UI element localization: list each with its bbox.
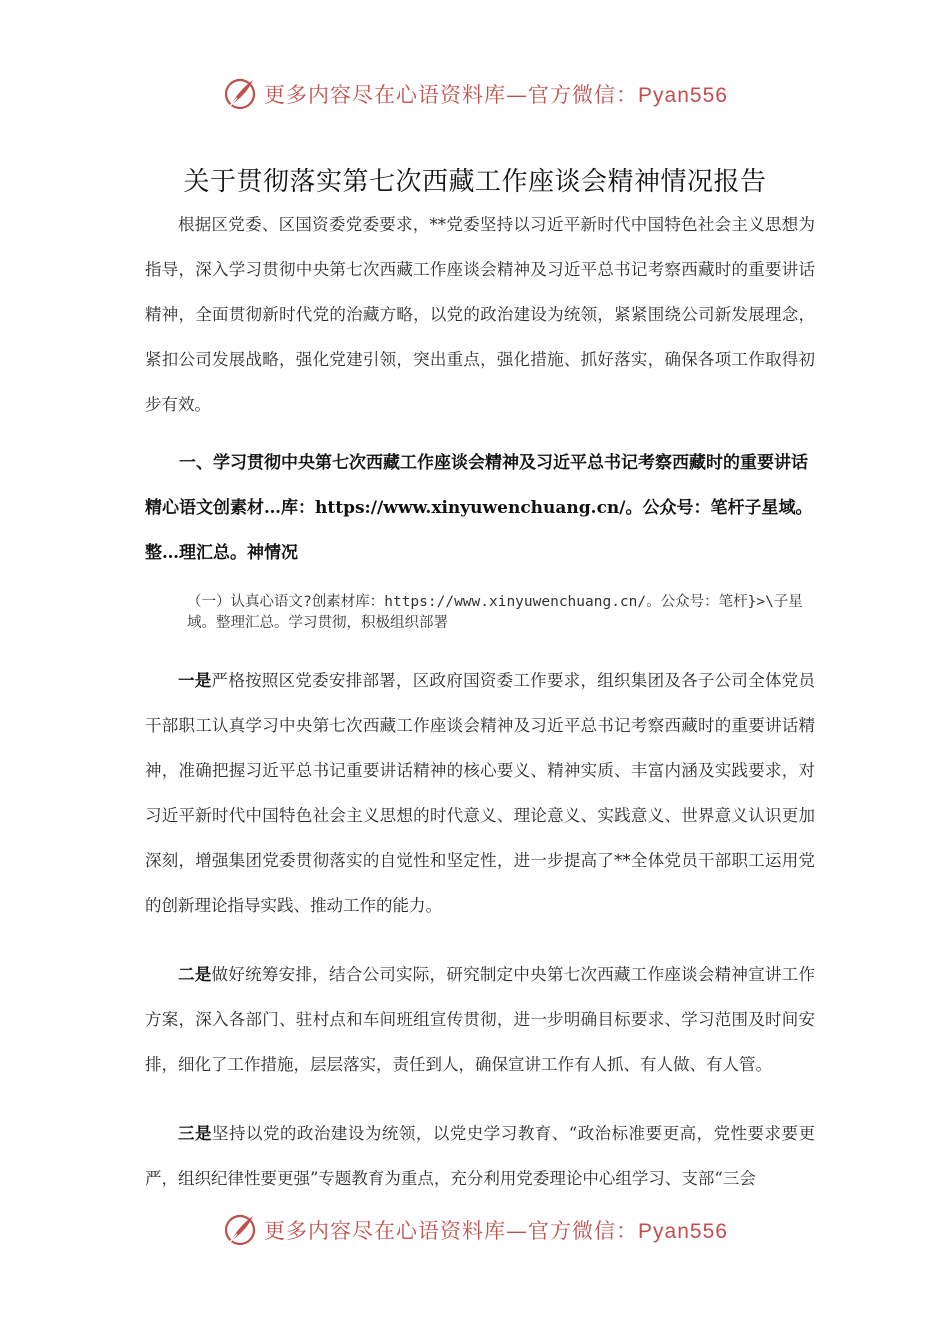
paragraph-3-lead: 三是 <box>178 1124 212 1143</box>
header-banner <box>0 72 950 116</box>
document-title: 关于贯彻落实第七次西藏工作座谈会精神情况报告 <box>183 167 767 198</box>
wechat-id: Pyan556 <box>638 84 728 107</box>
quill-logo-icon <box>222 1212 258 1248</box>
footer-banner <box>0 1208 950 1252</box>
paragraph-1-body: 严格按照区党委安排部署，区政府国资委工作要求，组织集团及各子公司全体党员干部职工认真学习中央第七次西藏工作座谈会精神及习近平总书记考察西藏时的重要讲话精神，准确把握习近平总书记重要讲话精神的核心要义、精神实质、丰富内涵及实践要求，对习近平新时代中国特色社会主义思想的时代意义、理论意义、实践意义、世界意义认识更加深刻，增强集团党委贯彻落实的自觉性和坚定性，进一步提高了**全体党员干部职工运用党的创新理论指导实践、推动工作的能力。 <box>145 671 816 915</box>
paragraph-2 <box>145 952 815 1087</box>
paragraph-2-lead: 二是 <box>178 965 212 984</box>
paragraph-1 <box>145 658 815 928</box>
paragraph-1-lead: 一是 <box>178 671 212 690</box>
intro-paragraph: 根据区党委、区国资委党委要求，**党委坚持以习近平新时代中国特色社会主义思想为指导，深入学习贯彻中央第七次西藏工作座谈会精神及习近平总书记考察西藏时的重要讲话精神，全面贯彻新时代党的治藏方略，以党的政治建设为统领，紧紧围绕公司新发展理念，紧扣公司发展战略，强化党建引领，突出重点，强化措施、抓好落实，确保各项工作取得初步有效。 <box>145 215 815 414</box>
wechat-id: Pyan556 <box>638 1220 728 1243</box>
section-heading-1: 一、学习贯彻中央第七次西藏工作座谈会精神及习近平总书记考察西藏时的重要讲话 精心语文创素材…库：https://www.xinyuwenchuang.cn/。公众号：笔杆子星域。整…理汇总。神情况 <box>145 453 825 563</box>
paragraph-3 <box>145 1111 815 1201</box>
paragraph-3-body: 坚持以党的政治建设为统领，以党史学习教育、“政治标准要更高，党性要求要更严，组织纪律性要更强”专题教育为重点，充分利用党委理论中心组学习、支部“三会 <box>145 1124 816 1188</box>
document-body <box>145 202 825 1201</box>
paragraph-2-body: 做好统筹安排，结合公司实际，研究制定中央第七次西藏工作座谈会精神宣讲工作方案，深入各部门、驻村点和车间班组宣传贯彻，进一步明确目标要求、学习范围及时间安排，细化了工作措施，层层落实，责任到人，确保宣讲工作有人抓、有人做、有人管。 <box>145 965 816 1074</box>
quill-logo-icon <box>222 76 258 112</box>
banner-text: 更多内容尽在心语资料库—官方微信：Pyan556 <box>264 1219 728 1243</box>
banner-text: 更多内容尽在心语资料库—官方微信：Pyan556 <box>264 83 728 107</box>
subsection-heading-1: （一）认真心语文?创素材库：https://www.xinyuwenchuang.cn/。公众号：笔杆}>\子星域。整理汇总。学习贯彻，积极组织部署 <box>187 594 803 631</box>
